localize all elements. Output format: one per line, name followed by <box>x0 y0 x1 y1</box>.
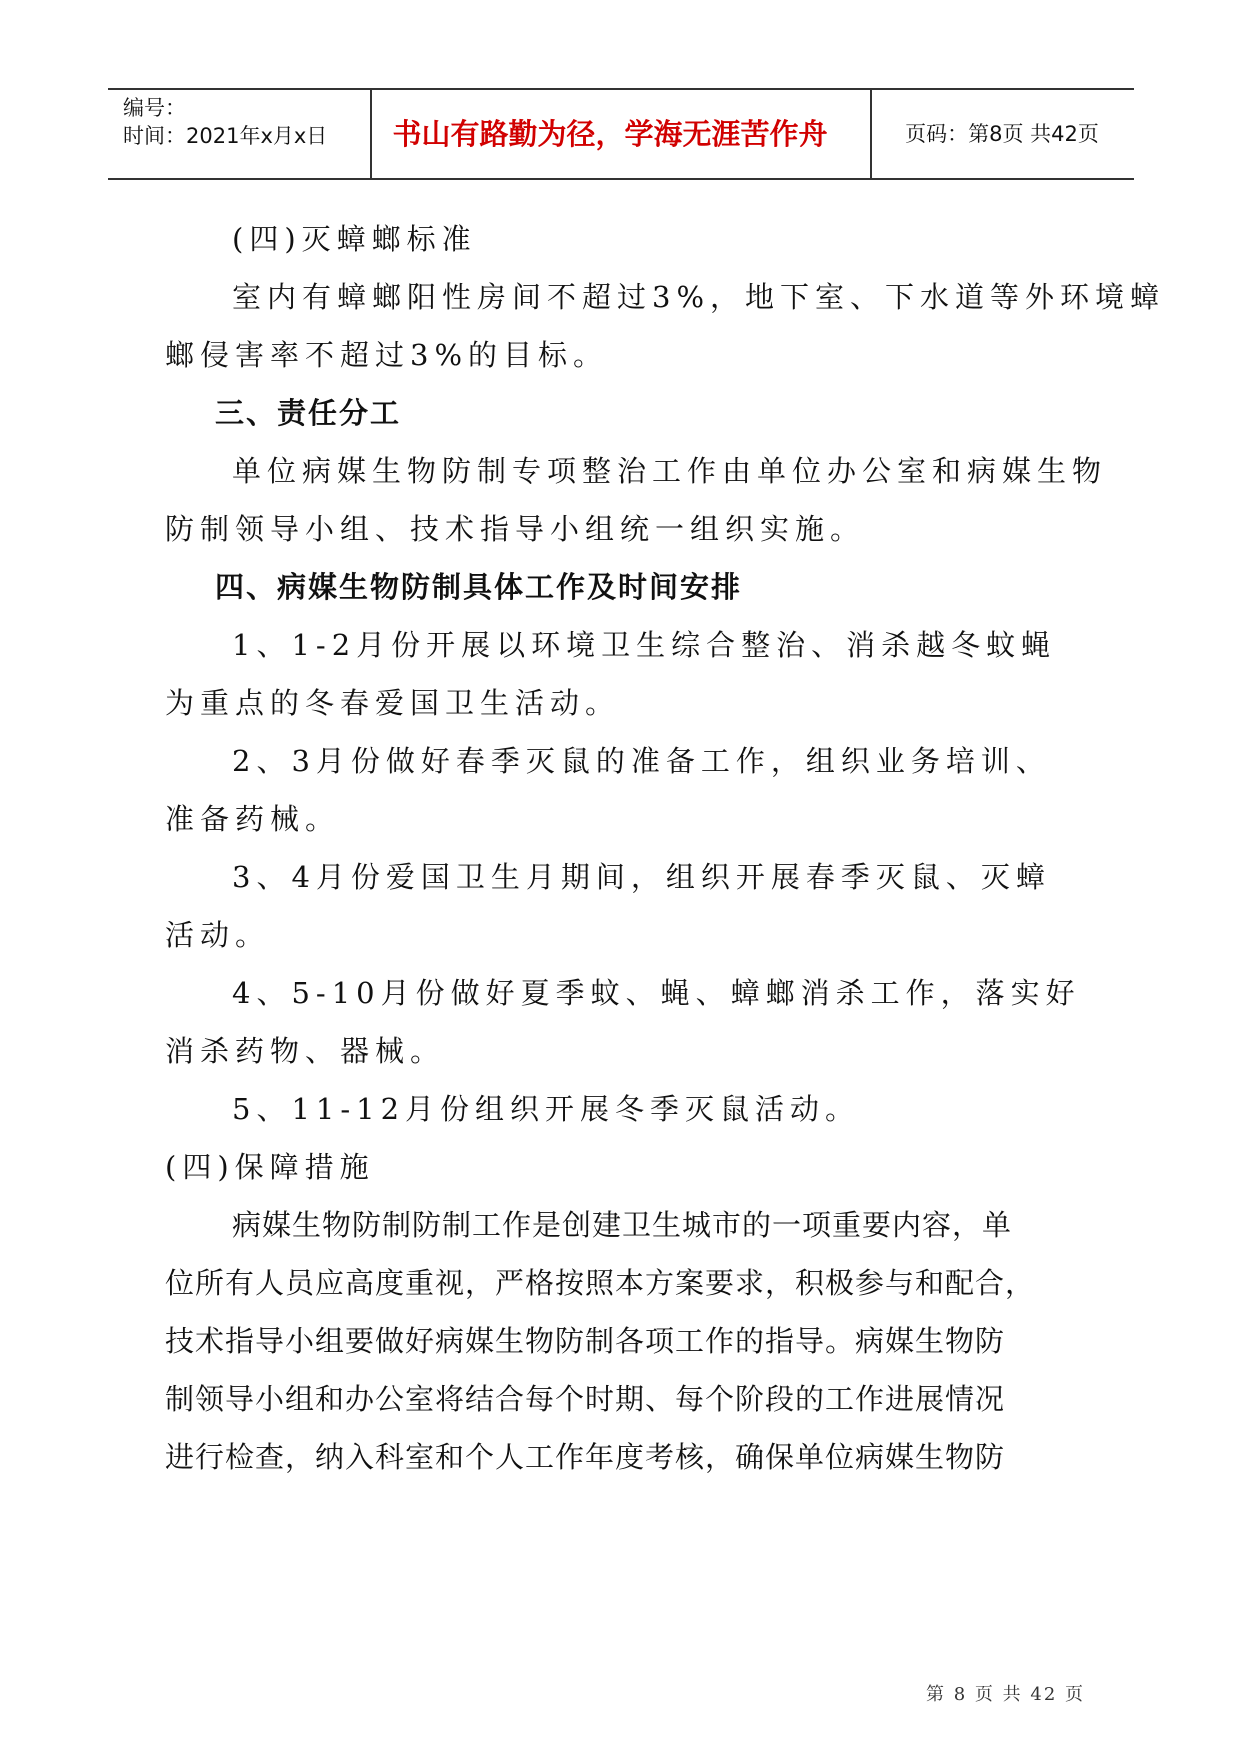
paragraph-line: 单位病媒生物防制专项整治工作由单位办公室和病媒生物 <box>232 454 1108 488</box>
paragraph-line: 进行检查，纳入科室和个人工作年度考核，确保单位病媒生物防 <box>165 1440 1006 1474</box>
list-item-line: 1、1-2月份开展以环境卫生综合整治、消杀越冬蚊蝇 <box>232 628 1057 662</box>
document-header <box>108 88 1134 180</box>
subheading-safeguards: (四)保障措施 <box>165 1150 375 1184</box>
section-heading-responsibility: 三、责任分工 <box>215 396 402 430</box>
header-page-info: 页码：第8页 共42页 <box>905 122 1099 146</box>
paragraph-line: 病媒生物防制防制工作是创建卫生城市的一项重要内容，单 <box>232 1208 1013 1242</box>
paragraph-line: 螂侵害率不超过3%的目标。 <box>165 338 609 372</box>
paragraph-line: 位所有人员应高度重视，严格按照本方案要求，积极参与和配合， <box>165 1266 1036 1300</box>
paragraph-line: 制领导小组和办公室将结合每个时期、每个阶段的工作进展情况 <box>165 1382 1006 1416</box>
document-body <box>165 210 1166 1486</box>
list-item-line: 5、11-12月份组织开展冬季灭鼠活动。 <box>232 1092 861 1126</box>
section-heading-schedule: 四、病媒生物防制具体工作及时间安排 <box>215 570 743 604</box>
list-item-line: 2、3月份做好春季灭鼠的准备工作，组织业务培训、 <box>232 744 1051 778</box>
list-item-line: 4、5-10月份做好夏季蚊、蝇、蟑螂消杀工作，落实好 <box>232 976 1081 1010</box>
subheading-cockroach-standard: (四)灭蟑螂标准 <box>232 222 477 256</box>
header-meta <box>123 94 327 150</box>
list-item-line: 3、4月份爱国卫生月期间，组织开展春季灭鼠、灭蟑 <box>232 860 1051 894</box>
list-item-line: 为重点的冬春爱国卫生活动。 <box>165 686 621 720</box>
paragraph-line: 室内有蟑螂阳性房间不超过3%，地下室、下水道等外环境蟑 <box>232 280 1166 314</box>
header-number-label: 编号： <box>123 96 186 120</box>
header-date: 时间：2021年x月x日 <box>123 124 328 148</box>
list-item-line: 活动。 <box>165 918 271 952</box>
list-item-line: 消杀药物、器械。 <box>165 1034 446 1068</box>
paragraph-line: 防制领导小组、技术指导小组统一组织实施。 <box>165 512 866 546</box>
header-motto: 书山有路勤为径，学海无涯苦作舟 <box>392 117 828 151</box>
paragraph-line: 技术指导小组要做好病媒生物防制各项工作的指导。病媒生物防 <box>165 1324 1006 1358</box>
list-item-line: 准备药械。 <box>165 802 341 836</box>
page-footer: 第 8 页 共 42 页 <box>926 1684 1085 1705</box>
